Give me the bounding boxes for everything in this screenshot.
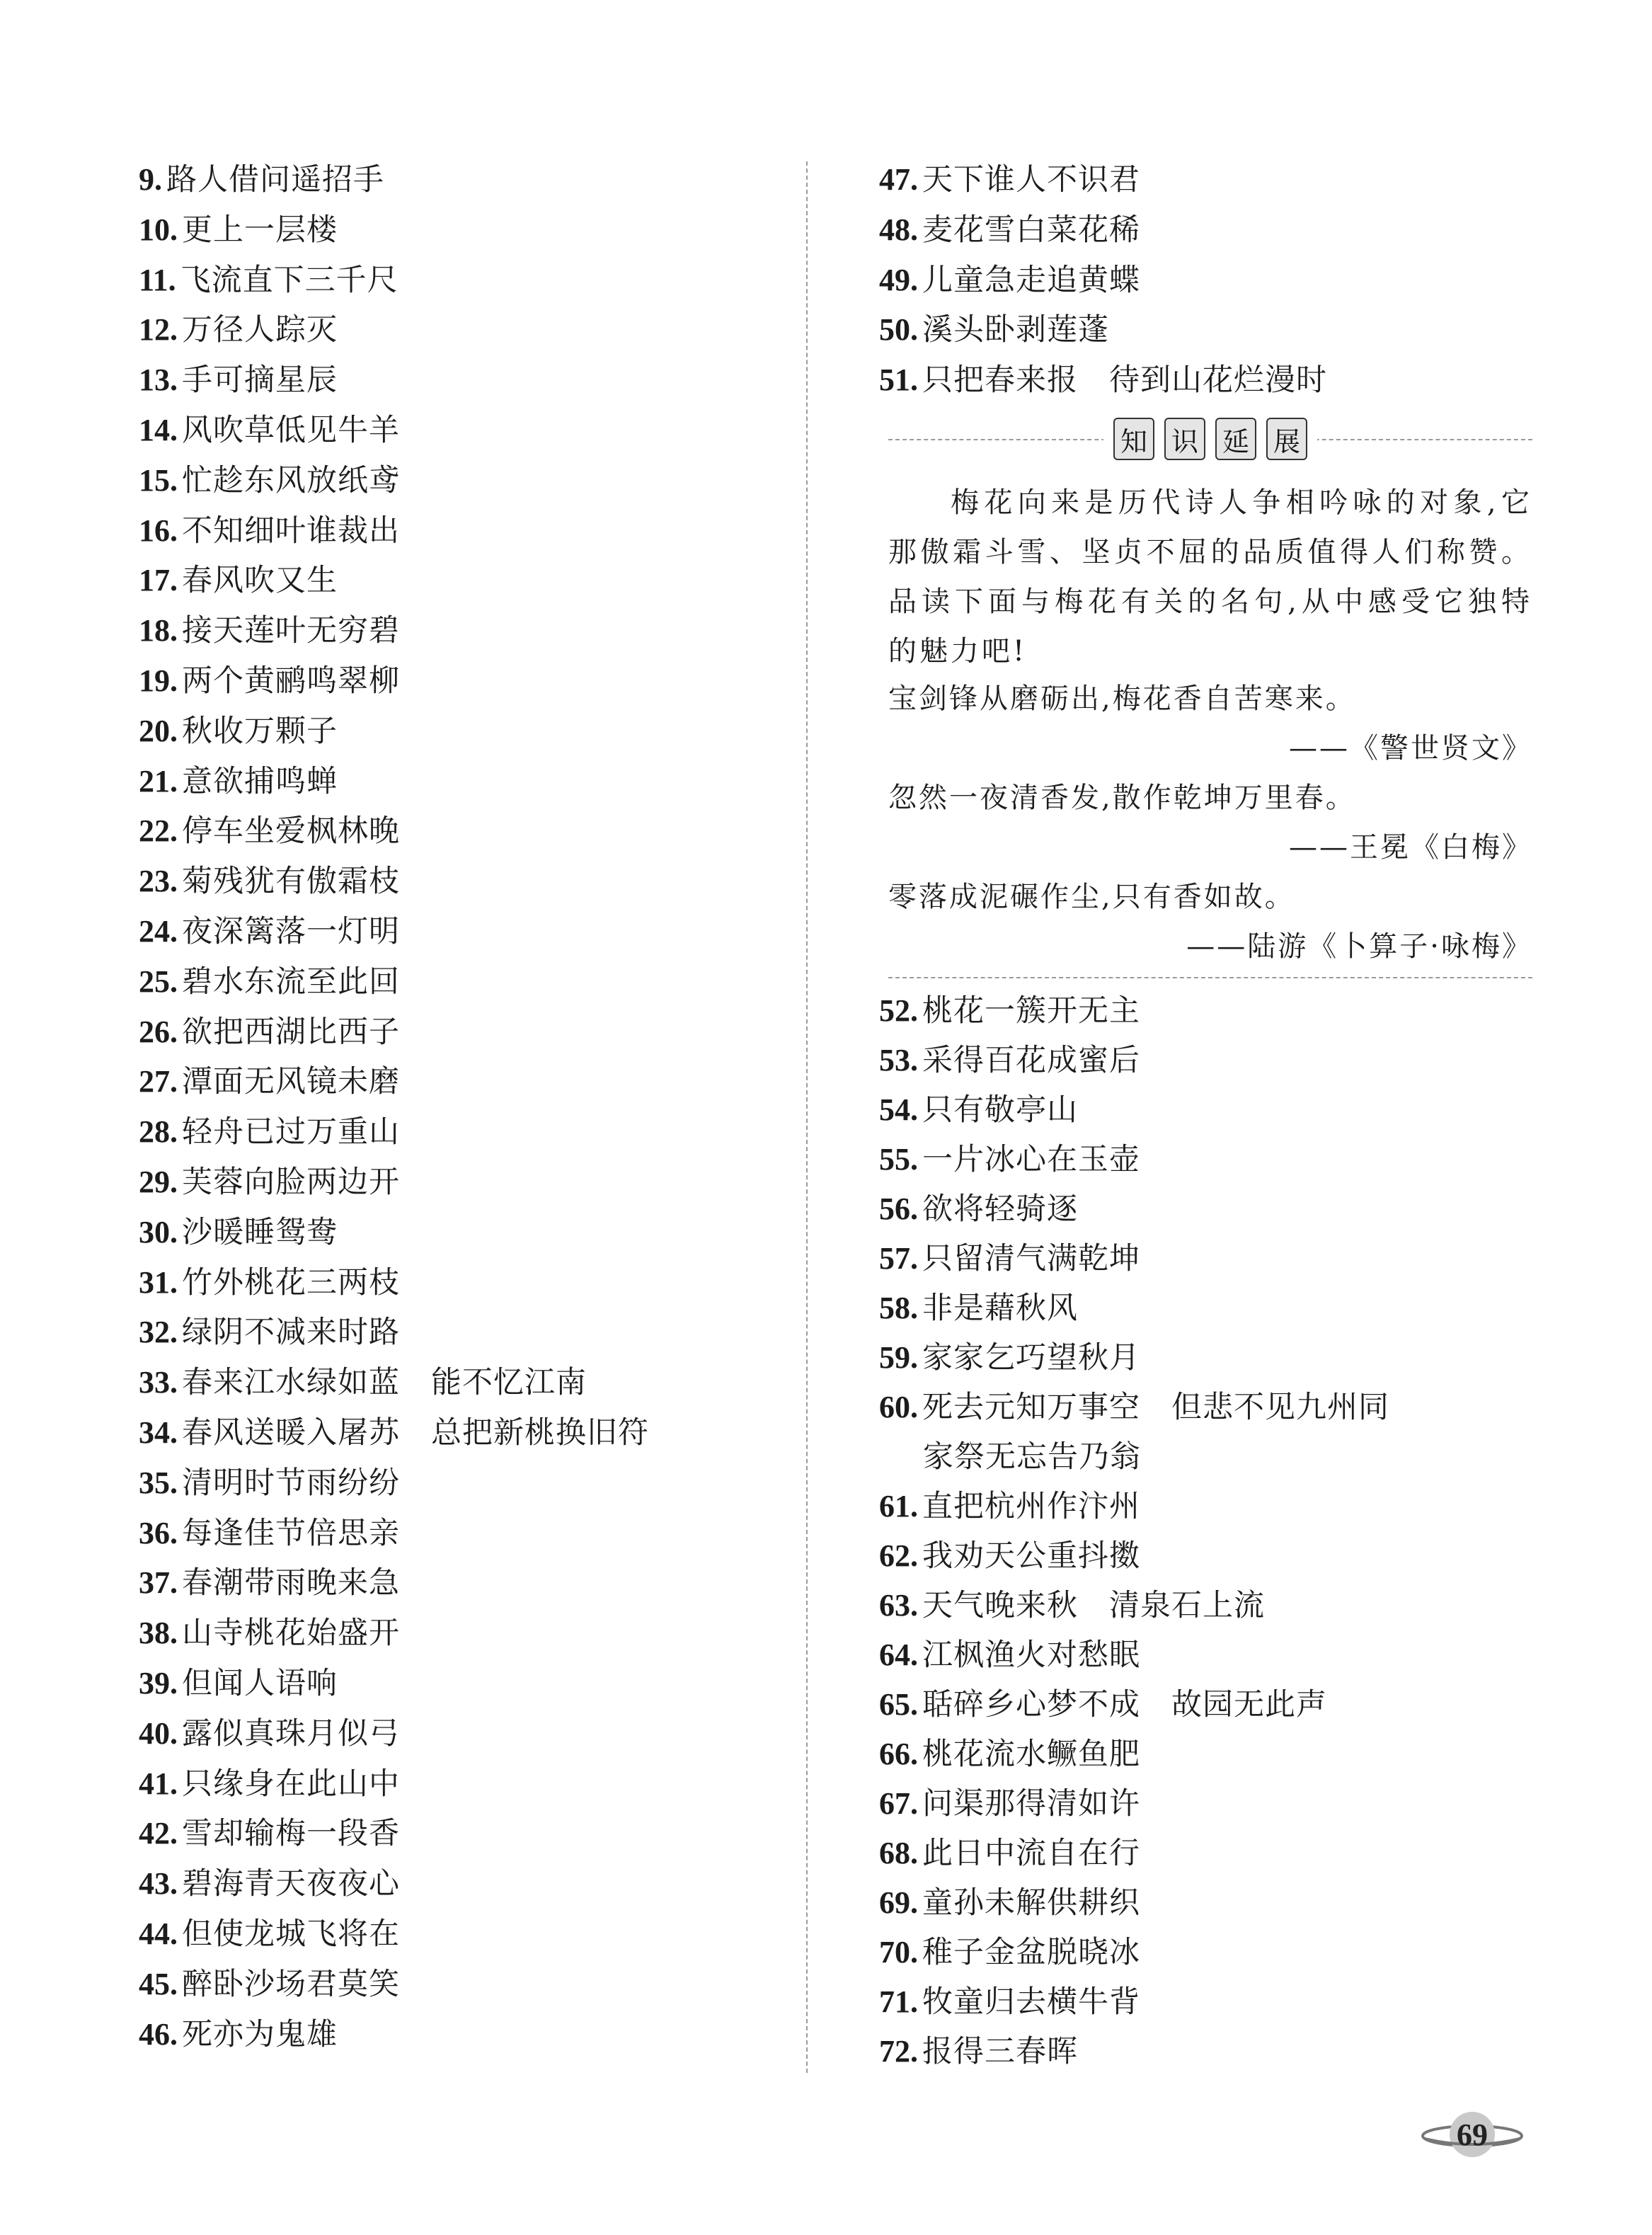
item-number: 59. (879, 1340, 918, 1375)
answer-text: 接天莲叶无穷碧 (182, 613, 400, 649)
answer-text: 只把春来报 (922, 362, 1078, 399)
item-number: 43. (139, 1866, 178, 1902)
answer-text: 采得百花成蜜后 (922, 1043, 1140, 1078)
answer-text: 沙暖睡鸳鸯 (182, 1214, 338, 1250)
answer-item (879, 160, 1140, 200)
item-number: 14. (139, 413, 178, 447)
answer-text: 死去元知万事空 (922, 1390, 1140, 1425)
answer-item (139, 1162, 400, 1202)
answer-item (139, 1363, 587, 1402)
quote-text: 忽然一夜清香发,散作乾坤万里春。 (888, 782, 1356, 814)
answer-item (879, 1338, 1140, 1378)
answer-text: 儿童急走追黄蝶 (922, 262, 1140, 298)
item-number: 54. (879, 1092, 918, 1127)
answer-text: 只留清气满乾坤 (922, 1241, 1140, 1276)
answer-text: 露似真珠月似弓 (182, 1715, 400, 1751)
answer-item (139, 1965, 400, 2004)
answer-text: 意欲捕鸣蝉 (182, 763, 338, 799)
item-number: 30. (139, 1214, 178, 1250)
answer-text: 路人借问遥招手 (166, 162, 384, 198)
answer-item (879, 1536, 1140, 1576)
item-number: 11. (139, 262, 176, 297)
item-number: 57. (879, 1241, 918, 1276)
answer-text: 风吹草低见牛羊 (182, 413, 400, 448)
answer-item (139, 511, 400, 551)
answer-item (139, 561, 338, 600)
answer-item (879, 1784, 1140, 1824)
answer-item (139, 1012, 400, 1052)
answer-item (139, 1313, 400, 1352)
item-number: 42. (139, 1816, 178, 1851)
item-number: 71. (879, 1984, 918, 2019)
item-number: 18. (139, 613, 178, 648)
item-number: 20. (139, 713, 178, 748)
item-number: 64. (879, 1637, 918, 1672)
answer-item (139, 210, 338, 250)
answer-text: 每逢佳节倍思亲 (182, 1515, 400, 1551)
answer-text: 欲把西湖比西子 (182, 1014, 400, 1050)
answer-text: 芙蓉向脸两边开 (182, 1165, 400, 1200)
answer-item (139, 1613, 400, 1653)
answer-text: 但使龙城飞将在 (182, 1916, 400, 1952)
quote-text: 零落成泥碾作尘,只有香如故。 (888, 881, 1295, 913)
answer-text: 轻舟已过万重山 (182, 1114, 400, 1150)
answer-item (139, 1764, 400, 1804)
item-number: 29. (139, 1165, 178, 1199)
item-number: 37. (139, 1565, 178, 1601)
answer-item (879, 1933, 1140, 1972)
answer-item (139, 1514, 400, 1553)
quote-source: ——王冕《白梅》 (1289, 831, 1532, 864)
answer-text: 春潮带雨晚来急 (182, 1565, 400, 1601)
item-number: 67. (879, 1786, 918, 1821)
item-number: 26. (139, 1014, 178, 1049)
answer-text: 不知细叶谁裁出 (182, 513, 400, 549)
answer-text: 江枫渔火对愁眠 (922, 1637, 1140, 1673)
answer-text: 问渠那得清如许 (922, 1786, 1140, 1822)
item-number: 23. (139, 864, 178, 899)
answer-item (139, 1112, 400, 1152)
answer-text: 绿阴不减来时路 (182, 1315, 400, 1351)
item-number: 72. (879, 2034, 918, 2069)
answer-item (879, 1883, 1140, 1923)
answer-item (879, 360, 1327, 400)
answer-text-second: 总把新桃换旧符 (431, 1415, 649, 1451)
item-number: 61. (879, 1489, 918, 1524)
answer-item (139, 611, 400, 651)
answer-item (139, 160, 384, 200)
item-number: 51. (879, 362, 918, 398)
item-number: 9. (139, 162, 162, 197)
answer-item (139, 711, 338, 751)
answer-text: 溪头卧剥莲蓬 (922, 312, 1109, 348)
answer-item (879, 2032, 1078, 2071)
extension-bottom-dashed-line (888, 977, 1532, 978)
quote-source: ——《警世贤文》 (1289, 732, 1532, 765)
answer-item (139, 1714, 400, 1754)
answer-text: 春风送暖入屠苏 (182, 1415, 400, 1451)
answer-item (879, 1734, 1140, 1774)
answer-item (139, 1062, 400, 1102)
answer-item (879, 1239, 1140, 1279)
answer-item (139, 461, 400, 501)
answer-text: 飞流直下三千尺 (180, 262, 398, 298)
item-number: 45. (139, 1966, 178, 2001)
item-number: 12. (139, 312, 178, 348)
item-number: 41. (139, 1766, 178, 1801)
answer-text: 麦花雪白菜花稀 (922, 212, 1140, 248)
item-number: 19. (139, 663, 178, 698)
answer-item (139, 661, 400, 701)
answer-item (879, 1388, 1389, 1427)
answer-item (879, 1487, 1140, 1526)
item-number: 21. (139, 763, 178, 799)
intro-line: 品读下面与梅花有关的名句,从中感受它独特 (888, 585, 1532, 618)
answer-item (139, 1413, 649, 1453)
answer-item (139, 1814, 400, 1853)
answer-item (139, 1563, 400, 1603)
answer-text: 菊残犹有傲霜枝 (182, 864, 400, 900)
answer-text: 直把杭州作汴州 (922, 1489, 1140, 1524)
item-number: 40. (139, 1715, 178, 1751)
answer-item (879, 310, 1109, 350)
answer-text: 手可摘星辰 (182, 362, 338, 399)
answer-text: 忙趁东风放纸鸢 (182, 462, 400, 498)
item-number: 60. (879, 1390, 918, 1424)
item-number: 24. (139, 914, 178, 949)
answer-text: 但闻人语响 (182, 1666, 338, 1701)
intro-line: 梅花向来是历代诗人争相吟咏的对象,它 (951, 486, 1532, 519)
answer-text: 我劝天公重抖擞 (922, 1538, 1140, 1574)
item-number: 52. (879, 993, 918, 1028)
item-number: 47. (879, 162, 918, 197)
answer-text: 聒碎乡心梦不成 (922, 1687, 1140, 1722)
answer-text: 报得三春晖 (922, 2034, 1078, 2069)
item-number: 46. (139, 2016, 178, 2052)
knowledge-extension-box (888, 411, 1532, 984)
intro-line: 那傲霜斗雪、坚贞不屈的品质值得人们称赞。 (888, 536, 1532, 568)
answer-item (879, 1041, 1140, 1080)
answer-text: 两个黄鹂鸣翠柳 (182, 663, 400, 699)
answer-text: 更上一层楼 (182, 212, 338, 248)
item-number: 49. (879, 262, 918, 297)
answer-text: 桃花流水鳜鱼肥 (922, 1737, 1140, 1772)
page-number: 69 (1457, 2117, 1488, 2152)
answer-text: 碧海青天夜夜心 (182, 1866, 400, 1902)
answer-item (139, 411, 400, 450)
item-number: 10. (139, 212, 178, 247)
page-number-badge (1419, 2106, 1525, 2163)
answer-text-second: 清泉石上流 (1109, 1588, 1265, 1623)
item-number: 35. (139, 1465, 178, 1500)
item-number: 31. (139, 1264, 178, 1300)
item-number: 34. (139, 1415, 178, 1450)
answer-text: 春来江水绿如蓝 (182, 1365, 400, 1401)
answer-text: 非是藉秋风 (922, 1291, 1078, 1326)
answer-text-second: 故园无此声 (1171, 1687, 1327, 1722)
item-number: 69. (879, 1885, 918, 1920)
item-number: 50. (879, 312, 918, 348)
answer-text: 只有敬亭山 (922, 1092, 1078, 1128)
answer-item (139, 912, 400, 951)
item-number: 25. (139, 964, 178, 999)
item-number: 68. (879, 1836, 918, 1870)
answer-item (879, 261, 1140, 300)
answer-text: 停车坐爱枫林晚 (182, 813, 400, 850)
answer-item (879, 210, 1140, 250)
answer-item (139, 962, 400, 1002)
item-number: 44. (139, 1916, 178, 1951)
item-number: 22. (139, 813, 178, 849)
item-number: 63. (879, 1588, 918, 1623)
item-number: 33. (139, 1365, 178, 1400)
item-number: 36. (139, 1515, 178, 1550)
answer-text: 此日中流自在行 (922, 1836, 1140, 1871)
item-number: 16. (139, 513, 178, 548)
answer-text: 雪却输梅一段香 (182, 1816, 400, 1852)
answer-item (139, 2015, 338, 2054)
answer-item (879, 1090, 1078, 1130)
item-number: 58. (879, 1291, 918, 1325)
answer-text: 潭面无风镜未磨 (182, 1064, 400, 1100)
item-number: 15. (139, 462, 178, 498)
answer-item (879, 1140, 1140, 1179)
answer-text: 万径人踪灭 (182, 312, 338, 348)
answer-item (879, 1189, 1078, 1229)
answer-item (139, 762, 338, 801)
answer-text: 稚子金盆脱晓冰 (922, 1935, 1140, 1970)
answer-item (879, 991, 1140, 1031)
answer-text: 竹外桃花三两枝 (182, 1264, 400, 1301)
answer-text: 桃花一簇开无主 (922, 993, 1140, 1029)
item-number: 32. (139, 1315, 178, 1350)
answer-text: 山寺桃花始盛开 (182, 1616, 400, 1652)
answer-text: 天下谁人不识君 (922, 162, 1140, 198)
answer-item (139, 261, 398, 300)
item-number: 56. (879, 1191, 918, 1226)
answer-item (139, 1664, 338, 1703)
item-number: 38. (139, 1616, 178, 1651)
answer-item (139, 1213, 338, 1252)
item-number: 62. (879, 1538, 918, 1573)
answer-text: 天气晚来秋 (922, 1588, 1078, 1623)
answer-text: 只缘身在此山中 (182, 1766, 400, 1802)
answer-item (139, 1263, 400, 1303)
title-char: 识 (1164, 418, 1205, 460)
answer-item (139, 360, 338, 400)
quote-text: 宝剑锋从磨砺出,梅花香自苦寒来。 (888, 682, 1356, 715)
answer-text: 秋收万颗子 (182, 713, 338, 749)
column-divider (806, 161, 808, 2073)
answer-item (879, 1288, 1078, 1328)
extension-title (1103, 418, 1317, 460)
answer-item (879, 1834, 1140, 1873)
item-number: 53. (879, 1043, 918, 1078)
item-number: 66. (879, 1737, 918, 1771)
answer-continuation: 家祭无忘告乃翁 (923, 1439, 1141, 1475)
title-char: 展 (1266, 418, 1307, 460)
item-number: 70. (879, 1935, 918, 1970)
item-number: 17. (139, 563, 178, 598)
answer-item (879, 1685, 1327, 1725)
item-number: 28. (139, 1114, 178, 1150)
intro-line: 的魅力吧! (888, 635, 1028, 668)
item-number: 13. (139, 362, 178, 398)
title-char: 知 (1113, 418, 1154, 460)
answer-text: 童孙未解供耕织 (922, 1885, 1140, 1921)
answer-text: 一片冰心在玉壶 (922, 1142, 1140, 1177)
item-number: 65. (879, 1687, 918, 1722)
item-number: 48. (879, 212, 918, 247)
answer-item (139, 1463, 400, 1503)
answer-text: 牧童归去横牛背 (922, 1984, 1140, 2020)
answer-item (879, 1982, 1140, 2022)
answer-text: 碧水东流至此回 (182, 964, 400, 1000)
item-number: 27. (139, 1064, 178, 1099)
answer-text: 醉卧沙场君莫笑 (182, 1966, 400, 2002)
answer-text: 春风吹又生 (182, 563, 338, 599)
answer-item (139, 1864, 400, 1904)
answer-item (139, 1914, 400, 1954)
answer-text: 死亦为鬼雄 (182, 2016, 338, 2052)
item-number: 55. (879, 1142, 918, 1177)
answer-text: 家家乞巧望秋月 (922, 1340, 1140, 1376)
answer-text: 欲将轻骑逐 (922, 1191, 1078, 1227)
answer-text: 夜深篱落一灯明 (182, 914, 400, 949)
answer-text-second: 但悲不见九州同 (1171, 1390, 1389, 1425)
answer-item (879, 1586, 1265, 1625)
title-char: 延 (1215, 418, 1256, 460)
answer-item (879, 1635, 1140, 1675)
answer-item (139, 811, 400, 851)
answer-text: 清明时节雨纷纷 (182, 1465, 400, 1501)
answer-text-second: 能不忆江南 (431, 1365, 587, 1401)
answer-item (139, 862, 400, 901)
quote-source: ——陆游《卜算子·咏梅》 (1186, 930, 1532, 963)
answer-item (139, 310, 338, 350)
answer-text-second: 待到山花烂漫时 (1109, 362, 1327, 399)
item-number: 39. (139, 1666, 178, 1700)
